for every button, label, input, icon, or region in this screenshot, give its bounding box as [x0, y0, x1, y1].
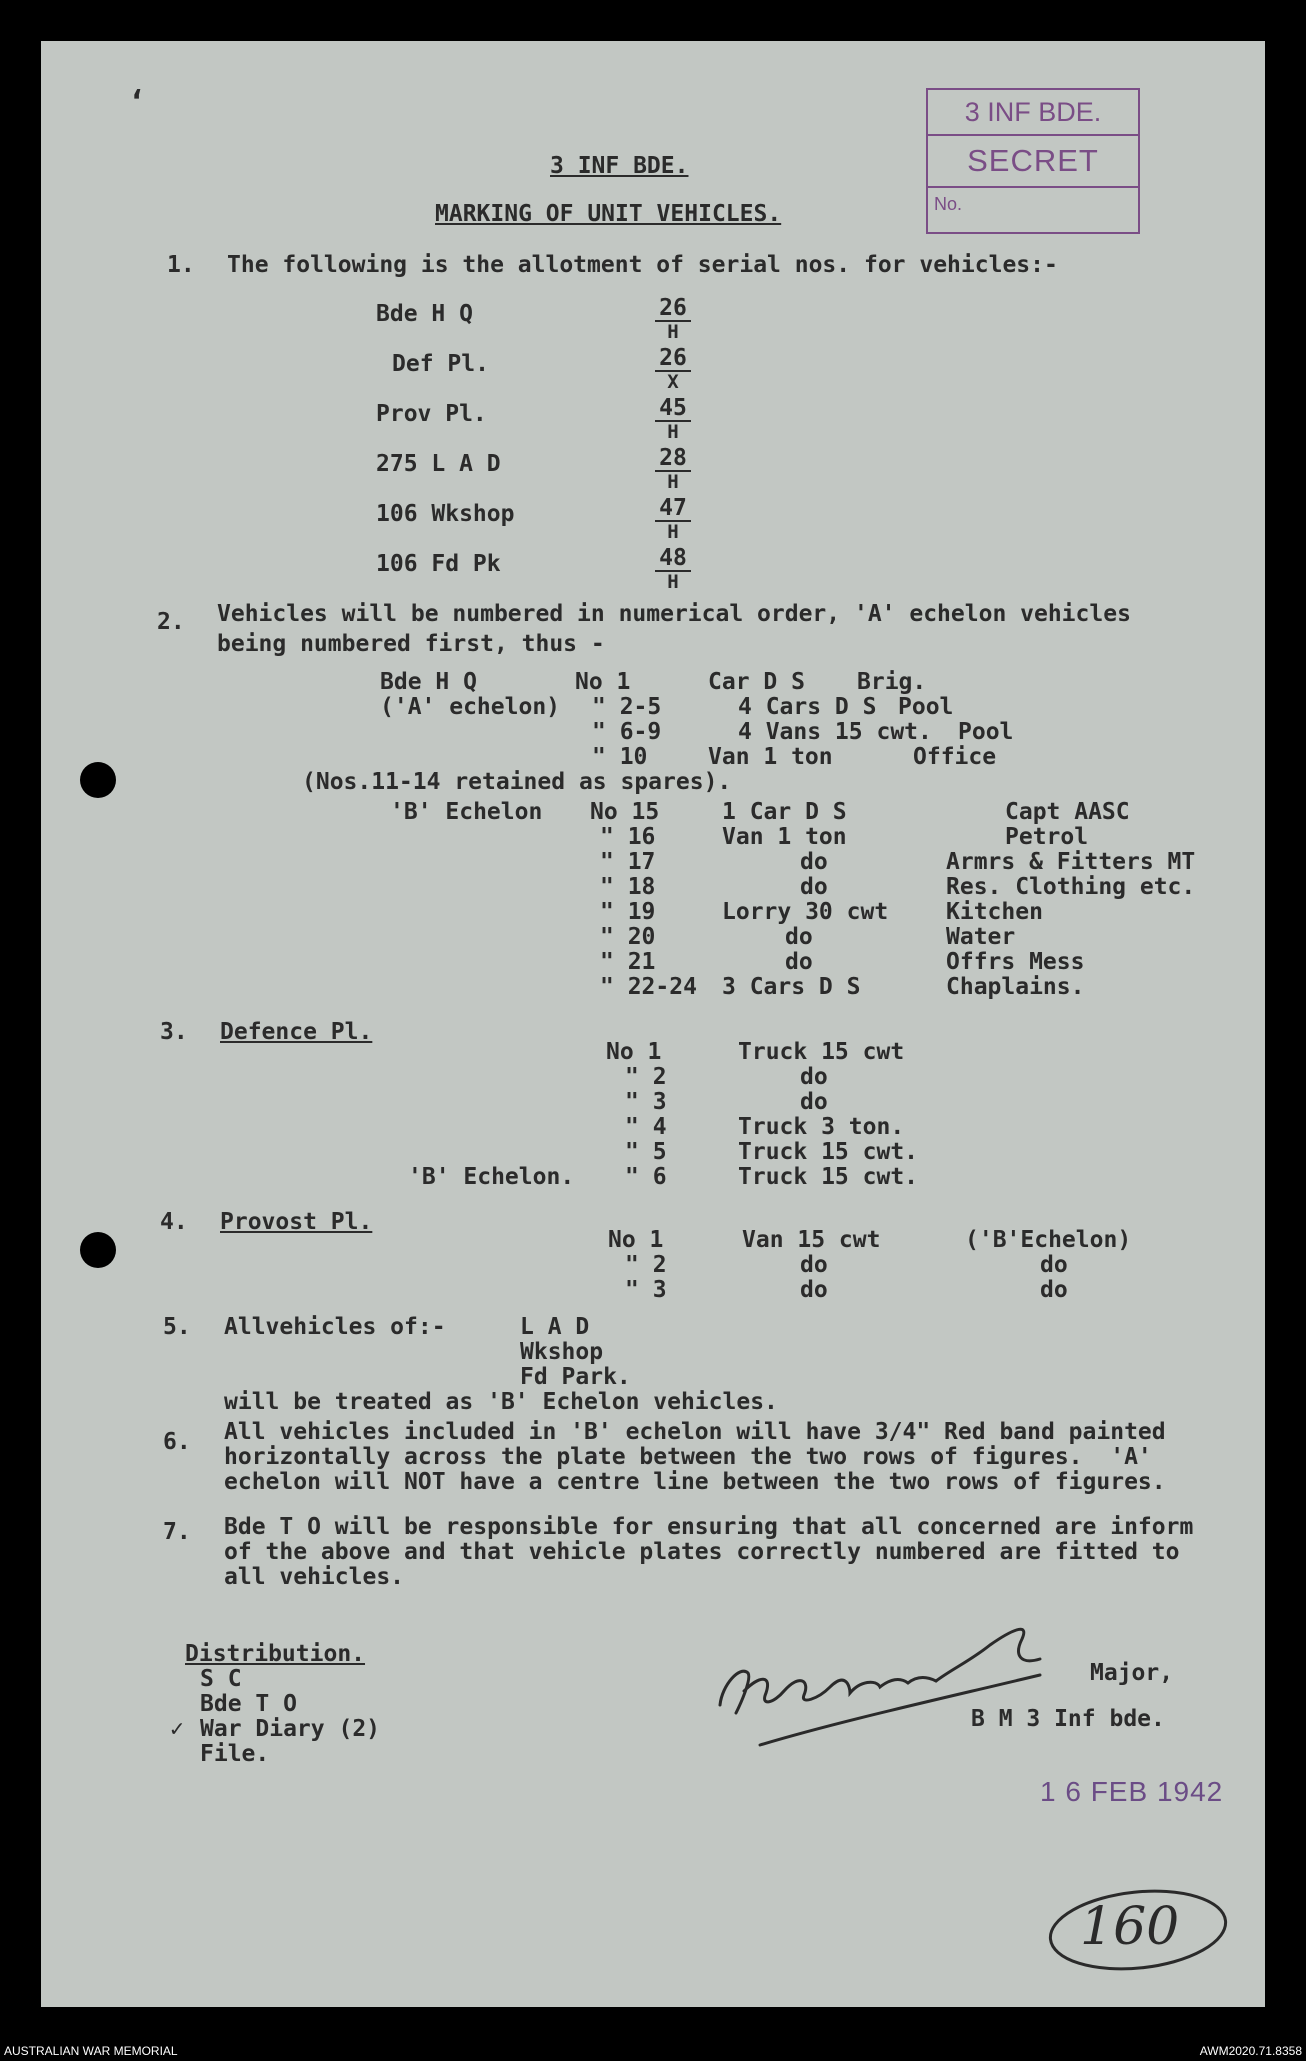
- serial-unit: 106 Wkshop: [376, 501, 515, 527]
- vehicle-type: Truck 3 ton.: [738, 1114, 905, 1140]
- para2-line: Vehicles will be numbered in numerical order, 'A' echelon vehicles: [217, 601, 1131, 627]
- para4-heading: Provost Pl.: [220, 1209, 373, 1235]
- vehicle-type: do: [800, 1252, 828, 1278]
- b-echelon-label: 'B' Echelon: [390, 799, 543, 825]
- serial-fraction: 26 X: [655, 346, 691, 392]
- vehicle-no: No 1: [575, 669, 631, 695]
- vehicle-no: No 15: [590, 799, 660, 825]
- vehicle-use: Brig.: [857, 669, 927, 695]
- distribution-item: War Diary (2): [200, 1716, 381, 1742]
- vehicle-type: do: [800, 1064, 828, 1090]
- vehicle-echelon: do: [1040, 1277, 1068, 1303]
- para6-number: 6.: [163, 1429, 191, 1455]
- vehicle-use: Res. Clothing etc.: [946, 874, 1196, 900]
- vehicle-type: 1 Car D S: [722, 799, 847, 825]
- vehicle-type: do: [785, 949, 813, 975]
- para5-number: 5.: [163, 1314, 191, 1340]
- para5-lead: Allvehicles of:-: [224, 1314, 446, 1340]
- vehicle-use: Capt AASC: [1005, 799, 1130, 825]
- para7-number: 7.: [163, 1519, 191, 1545]
- vehicle-type: do: [800, 849, 828, 875]
- signature-rank: Major,: [1090, 1660, 1174, 1686]
- vehicle-use: Water: [946, 924, 1016, 950]
- vehicle-no: " 17: [600, 849, 656, 875]
- serial-fraction: 48 H: [655, 546, 691, 592]
- serial-unit: Bde H Q: [376, 301, 473, 327]
- footer-left: AUSTRALIAN WAR MEMORIAL: [4, 2044, 178, 2058]
- para5-unit: L A D: [520, 1314, 590, 1340]
- vehicle-no: " 6-9: [592, 719, 662, 745]
- serial-unit: 275 L A D: [376, 451, 501, 477]
- vehicle-no: " 21: [600, 949, 656, 975]
- vehicle-type: do: [800, 1277, 828, 1303]
- serial-unit: Def Pl.: [392, 351, 489, 377]
- secret-stamp: [926, 88, 1140, 234]
- vehicle-type: 3 Cars D S: [722, 974, 861, 1000]
- vehicle-no: " 2: [625, 1252, 667, 1278]
- punch-hole: [80, 1232, 116, 1268]
- vehicle-use: Pool: [898, 694, 954, 720]
- vehicle-type: Van 1 ton: [708, 744, 833, 770]
- vehicle-use: Armrs & Fitters MT: [946, 849, 1196, 875]
- para2-line: being numbered first, thus -: [217, 631, 605, 657]
- vehicle-type: Truck 15 cwt.: [738, 1164, 919, 1190]
- a-echelon-label: Bde H Q: [380, 669, 477, 695]
- para6-line: All vehicles included in 'B' echelon will have 3/4" Red band painted: [224, 1419, 1166, 1445]
- footer-right: AWM2020.71.8358: [1199, 2044, 1302, 2058]
- para7-line: all vehicles.: [224, 1564, 405, 1590]
- tick-mark: ✓: [170, 1716, 184, 1742]
- vehicle-use: Pool: [958, 719, 1014, 745]
- vehicle-type: Truck 15 cwt: [738, 1039, 905, 1065]
- serial-fraction: 45 H: [655, 396, 691, 442]
- para6-line: horizontally across the plate between the two rows of figures. 'A': [224, 1444, 1152, 1470]
- vehicle-type: Car D S: [708, 669, 805, 695]
- para4-number: 4.: [160, 1209, 188, 1235]
- para7-line: of the above and that vehicle plates correctly numbered are fitted to: [224, 1539, 1180, 1565]
- vehicle-type: Van 1 ton: [722, 824, 847, 850]
- vehicle-no: " 18: [600, 874, 656, 900]
- vehicle-no: " 2-5: [592, 694, 662, 720]
- vehicle-type: Truck 15 cwt.: [738, 1139, 919, 1165]
- vehicle-use: Office: [913, 744, 997, 770]
- para3-number: 3.: [160, 1019, 188, 1045]
- para1-text: The following is the allotment of serial nos. for vehicles:-: [227, 252, 1058, 278]
- para3-heading: Defence Pl.: [220, 1019, 373, 1045]
- vehicle-use: Kitchen: [946, 899, 1043, 925]
- vehicle-type: Van 15 cwt: [742, 1227, 881, 1253]
- vehicle-use: Offrs Mess: [946, 949, 1085, 975]
- vehicle-no: " 3: [625, 1277, 667, 1303]
- para5-unit: Fd Park.: [520, 1364, 631, 1390]
- vehicle-no: " 4: [625, 1114, 667, 1140]
- vehicle-no: " 22-24: [600, 974, 697, 1000]
- vehicle-no: " 5: [625, 1139, 667, 1165]
- serial-unit: 106 Fd Pk: [376, 551, 501, 577]
- distribution-item: S C: [200, 1666, 242, 1692]
- document-subtitle: MARKING OF UNIT VEHICLES.: [435, 201, 782, 227]
- distribution-item: File.: [200, 1741, 270, 1767]
- document-title: 3 INF BDE.: [550, 153, 689, 179]
- para7-line: Bde T O will be responsible for ensuring that all concerned are inform: [224, 1514, 1194, 1540]
- vehicle-no: " 10: [592, 744, 648, 770]
- serial-fraction: 28 H: [655, 446, 691, 492]
- vehicle-no: " 16: [600, 824, 656, 850]
- para1-number: 1.: [167, 252, 195, 278]
- para2-number: 2.: [157, 609, 185, 635]
- vehicle-type: 4 Vans 15 cwt.: [738, 719, 932, 745]
- folio-number: 160: [1080, 1897, 1180, 1957]
- b-echelon-label: 'B' Echelon.: [408, 1164, 575, 1190]
- stamp-no-label: No.: [934, 194, 963, 214]
- vehicle-no: No 1: [606, 1039, 662, 1065]
- spares-note: (Nos.11-14 retained as spares).: [302, 769, 732, 795]
- vehicle-echelon: ('B'Echelon): [965, 1227, 1132, 1253]
- vehicle-no: " 3: [625, 1089, 667, 1115]
- date-stamp: 1 6 FEB 1942: [1040, 1776, 1224, 1807]
- stamp-unit: 3 INF BDE.: [928, 90, 1138, 136]
- vehicle-no: " 2: [625, 1064, 667, 1090]
- vehicle-echelon: do: [1040, 1252, 1068, 1278]
- vehicle-no: " 6: [625, 1164, 667, 1190]
- serial-fraction: 47 H: [655, 496, 691, 542]
- vehicle-type: do: [800, 1089, 828, 1115]
- vehicle-type: do: [785, 924, 813, 950]
- distribution-heading: Distribution.: [185, 1641, 366, 1667]
- signature-appointment: B M 3 Inf bde.: [971, 1706, 1165, 1732]
- vehicle-use: Petrol: [1005, 824, 1089, 850]
- stamp-classification: SECRET: [928, 136, 1138, 188]
- para6-line: echelon will NOT have a centre line between the two rows of figures.: [224, 1469, 1166, 1495]
- vehicle-no: " 20: [600, 924, 656, 950]
- para5-unit: Wkshop: [520, 1339, 604, 1365]
- vehicle-no: " 19: [600, 899, 656, 925]
- margin-mark: ‘: [128, 85, 147, 120]
- distribution-item: Bde T O: [200, 1691, 297, 1717]
- serial-fraction: 26 H: [655, 296, 691, 342]
- vehicle-no: No 1: [608, 1227, 664, 1253]
- vehicle-use: Chaplains.: [946, 974, 1085, 1000]
- punch-hole: [80, 762, 116, 798]
- a-echelon-label: ('A' echelon): [380, 694, 561, 720]
- vehicle-type: Lorry 30 cwt: [722, 899, 889, 925]
- vehicle-type: do: [800, 874, 828, 900]
- vehicle-type: 4 Cars D S: [738, 694, 877, 720]
- para5-tail: will be treated as 'B' Echelon vehicles.: [224, 1389, 778, 1415]
- serial-unit: Prov Pl.: [376, 401, 487, 427]
